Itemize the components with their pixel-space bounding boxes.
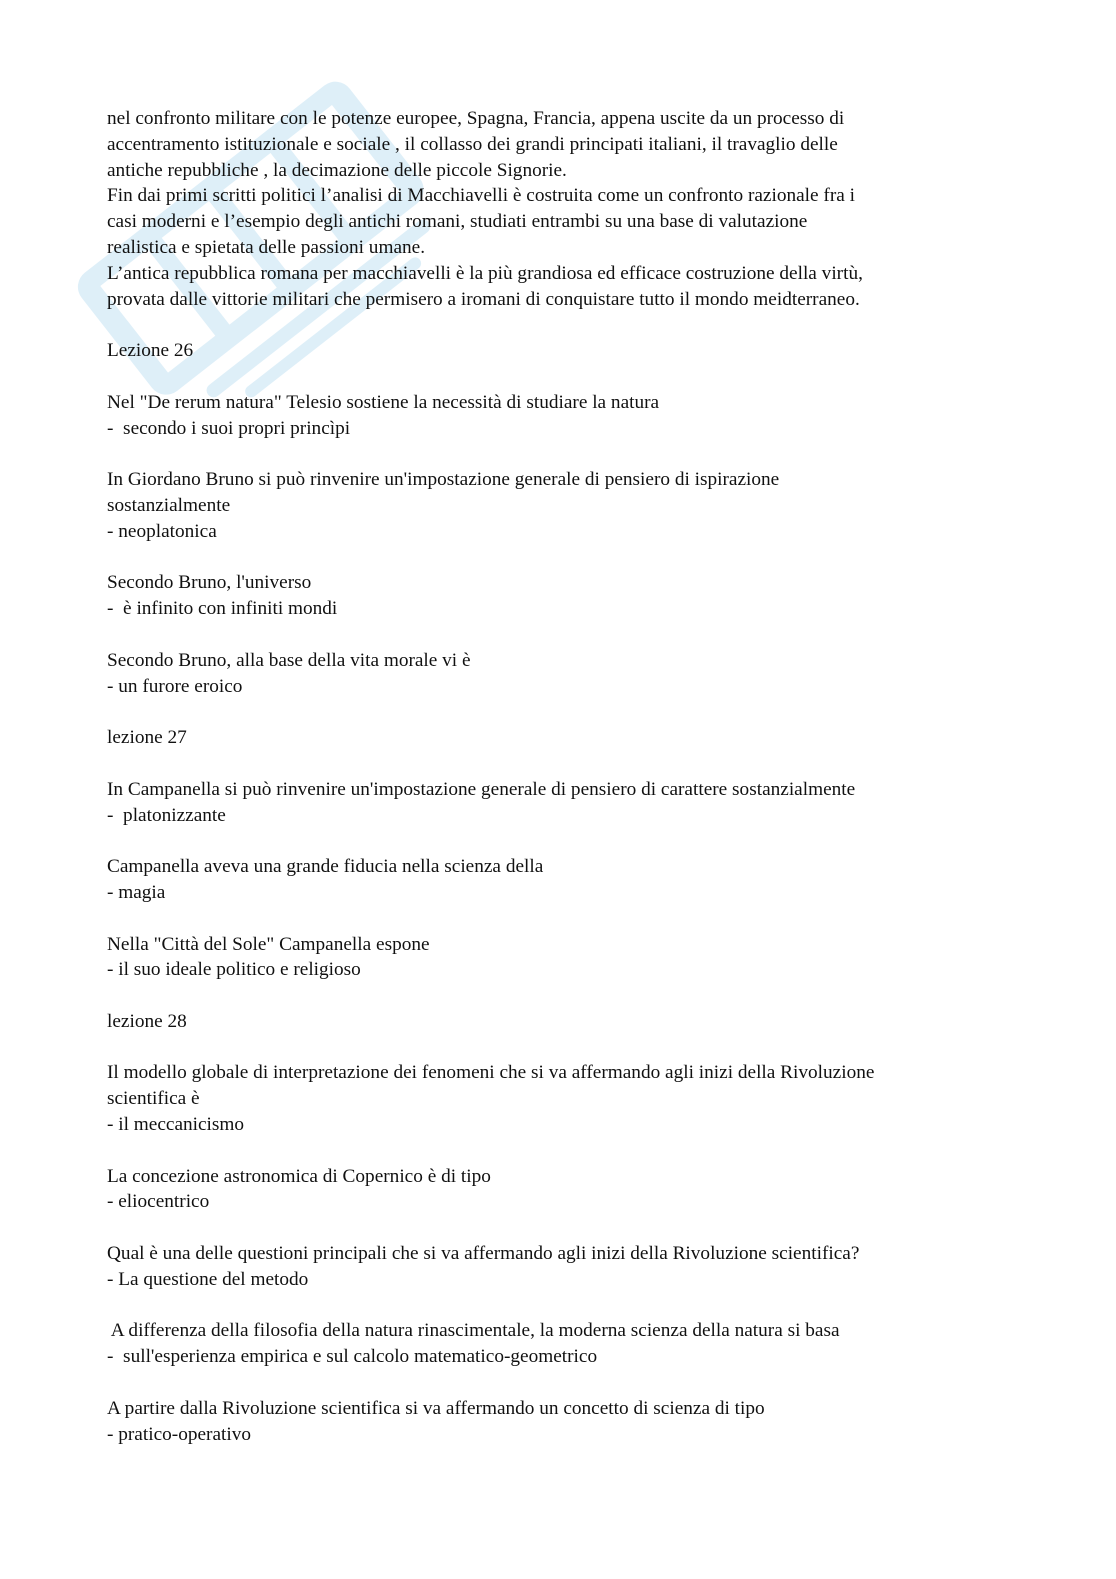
question-text: A differenza della filosofia della natura rinascimentale, la moderna scienza della natura si basa	[107, 1320, 840, 1342]
intro-paragraph	[107, 106, 1027, 312]
answer-text: - sull'esperienza empirica e sul calcolo matematico-geometrico	[107, 1346, 598, 1368]
text-line: provata dalle vittorie militari che permisero a iromani di conquistare tutto il mondo meidterraneo.	[107, 288, 860, 310]
answer-text: - magia	[107, 881, 166, 903]
question-text: scientifica è	[107, 1088, 200, 1110]
text-line: realistica e spietata delle passioni umane.	[107, 236, 426, 258]
qa-item	[107, 1241, 1027, 1293]
question-text: Qual è una delle questioni principali che si va affermando agli inizi della Rivoluzione scientifica?	[107, 1243, 860, 1265]
lesson-heading: lezione 27	[107, 727, 187, 749]
question-text: A partire dalla Rivoluzione scientifica si va affermando un concetto di scienza di tipo	[107, 1397, 765, 1419]
text-line: casi moderni e l’esempio degli antichi romani, studiati entrambi su una base di valutazione	[107, 211, 808, 233]
text-line: accentramento istituzionale e sociale , il collasso dei grandi principati italiani, il travaglio delle	[107, 133, 838, 155]
qa-item	[107, 1060, 1027, 1137]
document-page	[107, 106, 1027, 1447]
qa-item	[107, 777, 1027, 829]
question-text: La concezione astronomica di Copernico è di tipo	[107, 1165, 491, 1187]
qa-item	[107, 1164, 1027, 1216]
text-line: antiche repubbliche , la decimazione delle piccole Signorie.	[107, 159, 567, 181]
answer-text: - La questione del metodo	[107, 1268, 309, 1290]
answer-text: - il meccanicismo	[107, 1114, 245, 1136]
answer-text: - platonizzante	[107, 804, 226, 826]
answer-text: - è infinito con infiniti mondi	[107, 598, 338, 620]
lesson-heading: Lezione 26	[107, 340, 194, 362]
text-line: L’antica repubblica romana per macchiavelli è la più grandiosa ed efficace costruzione della virtù,	[107, 262, 863, 284]
answer-text: - secondo i suoi propri princìpi	[107, 417, 351, 439]
question-text: Secondo Bruno, l'universo	[107, 572, 312, 594]
question-text: Nella "Città del Sole" Campanella espone	[107, 933, 430, 955]
question-text: Nel "De rerum natura" Telesio sostiene la necessità di studiare la natura	[107, 391, 660, 413]
lesson-heading: lezione 28	[107, 1010, 187, 1032]
qa-item	[107, 854, 1027, 906]
qa-item	[107, 1318, 1027, 1370]
qa-item	[107, 932, 1027, 984]
qa-item	[107, 1396, 1027, 1448]
question-text: In Campanella si può rinvenire un'impostazione generale di pensiero di carattere sostanzialmente	[107, 778, 856, 800]
question-text: In Giordano Bruno si può rinvenire un'impostazione generale di pensiero di ispirazione	[107, 469, 780, 491]
qa-item	[107, 467, 1027, 544]
text-line: nel confronto militare con le potenze europee, Spagna, Francia, appena uscite da un processo di	[107, 108, 845, 129]
answer-text: - il suo ideale politico e religioso	[107, 959, 361, 981]
answer-text: - eliocentrico	[107, 1191, 210, 1213]
question-text: Secondo Bruno, alla base della vita morale vi è	[107, 649, 471, 671]
answer-text: - pratico-operativo	[107, 1423, 252, 1445]
answer-text: - neoplatonica	[107, 520, 217, 542]
qa-item	[107, 390, 1027, 442]
answer-text: - un furore eroico	[107, 675, 243, 697]
qa-item	[107, 570, 1027, 622]
question-text: Il modello globale di interpretazione dei fenomeni che si va affermando agli inizi della Rivoluzione	[107, 1062, 875, 1084]
question-text: Campanella aveva una grande fiducia nella scienza della	[107, 856, 544, 878]
question-text: sostanzialmente	[107, 494, 231, 516]
text-line: Fin dai primi scritti politici l’analisi di Macchiavelli è costruita come un confronto razionale fra i	[107, 185, 855, 207]
qa-item	[107, 648, 1027, 700]
